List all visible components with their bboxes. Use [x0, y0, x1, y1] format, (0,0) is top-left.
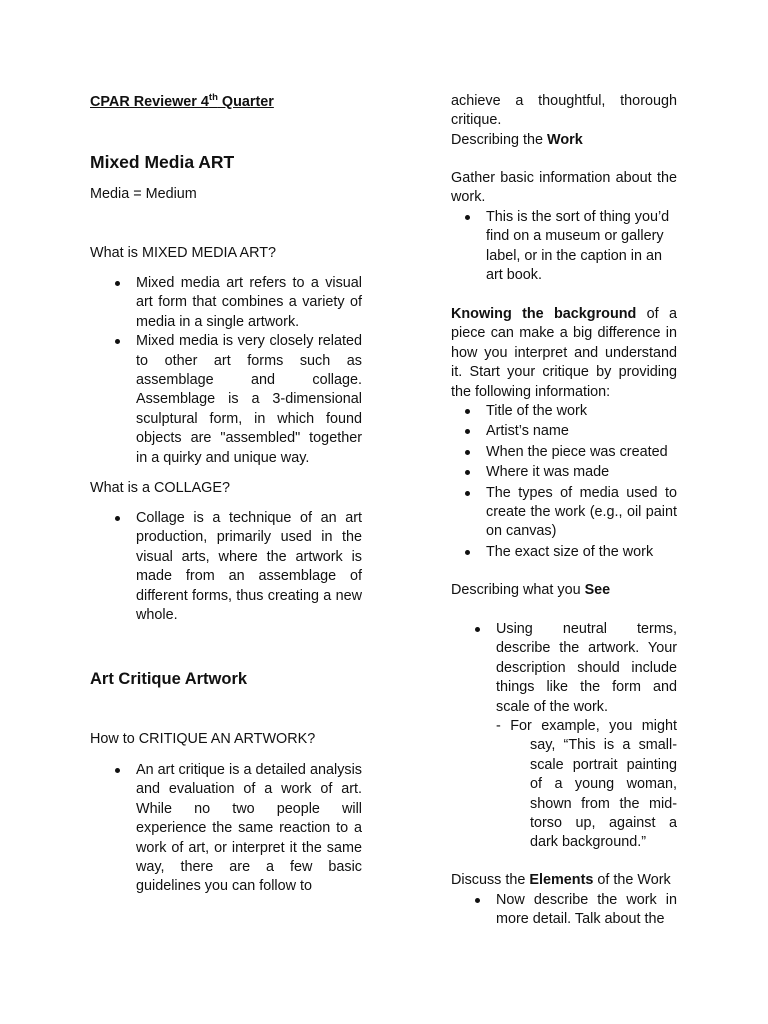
list-item: When the piece was created: [486, 443, 677, 462]
media-definition: Media = Medium: [90, 186, 197, 202]
document-title: CPAR Reviewer 4th Quarter: [90, 92, 274, 110]
elements-list: [496, 891, 677, 930]
list-item: [496, 620, 677, 853]
background-list: [486, 402, 677, 562]
collage-list: [136, 509, 362, 625]
list-item: Where it was made: [486, 463, 677, 482]
describing-work-list: [486, 208, 677, 286]
label-elements: Discuss the Elements of the Work: [451, 872, 671, 888]
see-bullet-text: Using neutral terms, describe the artwork. Your description should include things like the form and scale of the work.: [496, 621, 677, 715]
background-paragraph: Knowing the background of a piece can make a big difference in how you interpret and understand it. Start your critique by providing the following information:: [451, 306, 677, 400]
list-item: Collage is a technique of an art production, primarily used in the visual arts, where the artwork is made from an assemblage of different forms, thus creating a new whole.: [136, 509, 362, 625]
question-collage: What is a COLLAGE?: [90, 480, 230, 496]
critique-list: [136, 761, 362, 897]
question-critique: How to CRITIQUE AN ARTWORK?: [90, 731, 316, 747]
list-item: An art critique is a detailed analysis and evaluation of a work of art. While no two people will experience the same reaction to a work of art, or interpret it the same way, there are a few basic guidelines you can follow to: [136, 761, 362, 897]
critique-continuation: achieve a thoughtful, thorough critique.: [451, 93, 677, 129]
mixed-media-list: [136, 274, 362, 468]
list-item: The exact size of the work: [486, 543, 677, 562]
list-item: Now describe the work in more detail. Talk about the: [496, 891, 677, 930]
label-describing-see: Describing what you See: [451, 582, 611, 598]
list-item: Title of the work: [486, 402, 677, 421]
list-item: Mixed media is very closely related to other art forms such as assemblage and collage. Assemblage is a 3-dimensional sculptural form, in which found objects are "assembled" together in a quirky and unique way.: [136, 332, 362, 468]
heading-art-critique: Art Critique Artwork: [90, 670, 248, 688]
heading-mixed-media: Mixed Media ART: [90, 152, 235, 172]
list-item: Mixed media art refers to a visual art form that combines a variety of media in a single artwork.: [136, 274, 362, 332]
question-mixed-media: What is MIXED MEDIA ART?: [90, 245, 277, 261]
list-item: Artist’s name: [486, 422, 677, 441]
list-item: This is the sort of thing you’d find on a museum or gallery label, or in the caption in an art book.: [486, 208, 677, 286]
describing-see-list: [496, 620, 677, 853]
label-describing-work: Describing the Work: [451, 132, 583, 148]
see-example: - For example, you might say, “This is a small-scale portrait painting of a young woman, shown from the mid-torso up, against a dark background.”: [496, 718, 677, 851]
gather-info: Gather basic information about the work.: [451, 170, 677, 206]
list-item: The types of media used to create the work (e.g., oil paint on canvas): [486, 484, 677, 542]
